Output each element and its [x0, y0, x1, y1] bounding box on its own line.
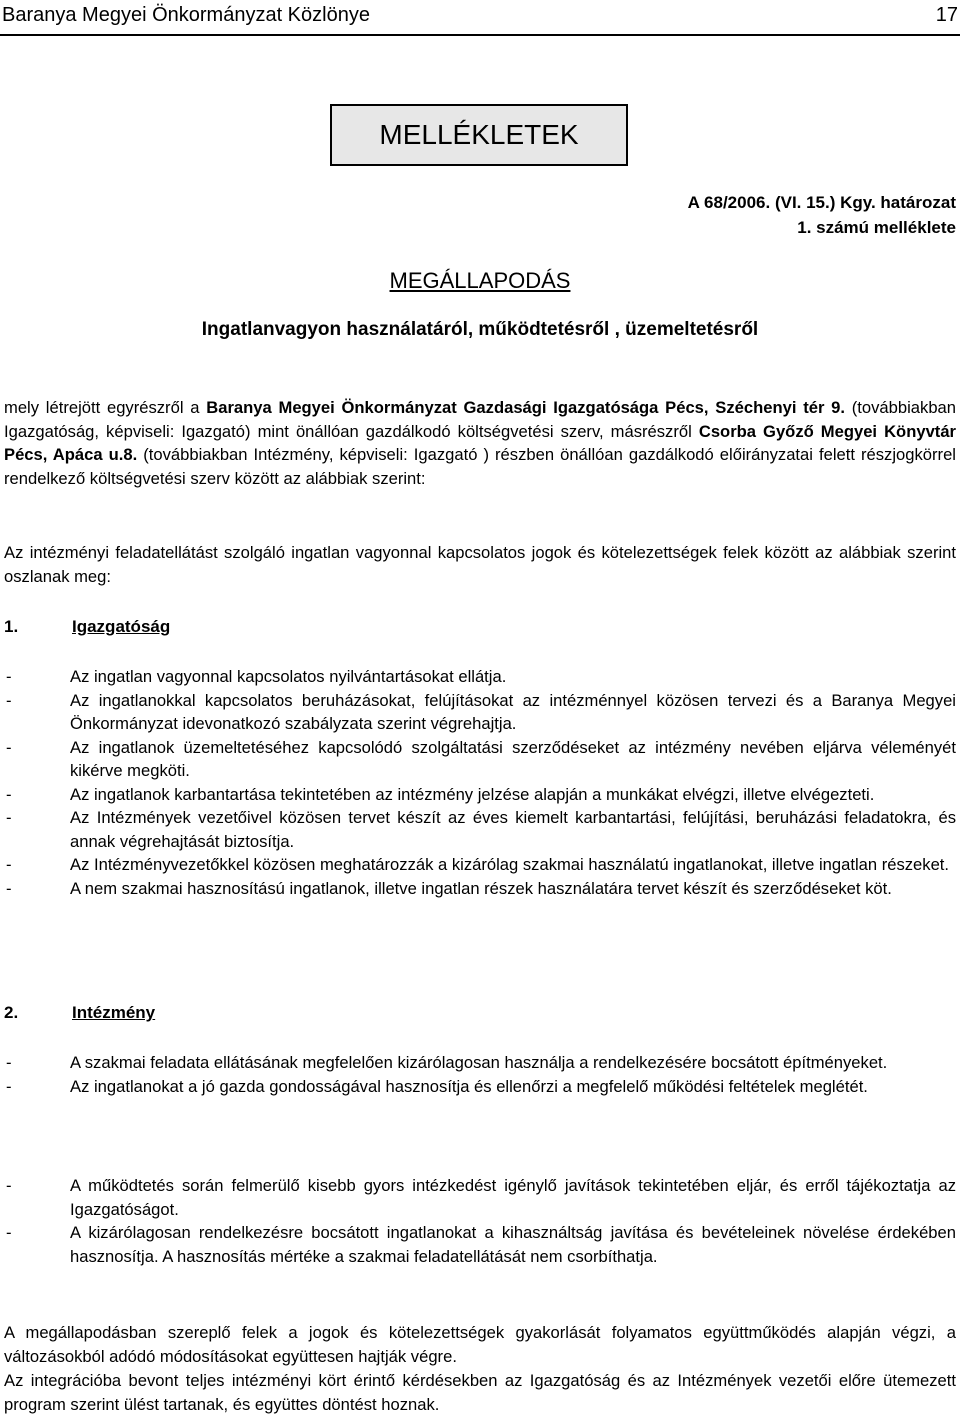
list-item: - Az Intézmények vezetőivel közösen tervet készít az éves kiemelt karbantartási, felújítási, beruházási feladatokra, és annak végrehajtását biztosítja. — [4, 806, 956, 853]
closing-paragraph-1: A megállapodásban szereplő felek a jogok és kötelezettségek gyakorlását folyamatos együttműködés alapján végzi, a változásokból adódó módosításokat együttesen hajtják végre. — [4, 1323, 956, 1366]
section-2-label: Intézmény — [72, 1003, 156, 1022]
list-item: - Az ingatlanokat a jó gazda gondosságával hasznosítja és ellenőrzi a megfelelő működési feltételek meglétét. — [4, 1075, 956, 1099]
list-item: - Az ingatlanokkal kapcsolatos beruházásokat, felújításokat az intézménnyel közösen tervezi és a Baranya Megyei Önkormányzat idevonatkozó szabályzata szerint végrehajtja. — [4, 689, 956, 736]
agreement-subtitle: Ingatlanvagyon használatáról, működtetésről , üzemeltetésről — [201, 319, 759, 340]
scope-paragraph: Az intézményi feladatellátást szolgáló ingatlan vagyonnal kapcsolatos jogok és kötelezettségek felek között az alábbiak szerint oszlanak meg: — [4, 543, 956, 586]
list-item: - A működtetés során felmerülő kisebb gyors intézkedést igénylő javítások tekintetében eljár, és erről tájékoztatja az Igazgatóságot. — [4, 1174, 956, 1221]
intro-paragraph — [4, 396, 956, 490]
publication-title: Baranya Megyei Önkormányzat Közlönye — [2, 4, 370, 26]
list-item: - A szakmai feladata ellátásának megfelelően kizárólagosan használja a rendelkezésére bocsátott építményeket. — [4, 1051, 956, 1075]
annex-banner — [330, 104, 628, 166]
agreement-title: MEGÁLLAPODÁS — [389, 268, 571, 293]
resolution-reference: A 68/2006. (VI. 15.) Kgy. határozat — [687, 193, 956, 212]
section-2-list-a — [4, 1051, 956, 1098]
page-number: 17 — [935, 4, 958, 26]
section-1-number: 1. — [4, 617, 19, 636]
section-1-heading — [4, 617, 170, 637]
annex-number: 1. számú melléklete — [797, 218, 956, 237]
list-item: - Az ingatlanok karbantartása tekintetében az intézmény jelzése alapján a munkákat elvégzi, illetve elvégezteti. — [4, 783, 956, 807]
list-item: - Az ingatlanok üzemeltetéséhez kapcsolódó szolgáltatási szerződéseket az intézmény nevében eljárva véleményét kikérve megköti. — [4, 736, 956, 783]
section-1-list — [4, 665, 956, 900]
list-item: - A kizárólagosan rendelkezésre bocsátott ingatlanokat a kihasználtság javítása és bevételeinek növelése érdekében hasznosítja. A hasznosítás mértéke a szakmai feladatellátását nem csorbíthatja. — [4, 1221, 956, 1268]
section-2-number: 2. — [4, 1003, 19, 1022]
party-intezmeny: Csorba Győző Megyei Könyvtár Pécs, Apáca u.8. — [4, 421, 957, 464]
page-header — [0, 0, 960, 36]
section-2-heading — [4, 1003, 155, 1023]
party-igazgatosag: Baranya Megyei Önkormányzat Gazdasági Igazgatósága Pécs, Széchenyi tér 9. — [206, 398, 845, 417]
section-2-list-b — [4, 1174, 956, 1268]
annex-banner-title: MELLÉKLETEK — [379, 119, 579, 150]
intro-part-c: (továbbiakban Igazgatóság, képviseli: Igazgató) mint önállóan gazdálkodó költségvetési szerv, másrészről — [4, 398, 957, 441]
list-item: - Az Intézményvezetőkkel közösen meghatározzák a kizárólag szakmai használatú ingatlanokat, illetve ingatlan részeket. — [4, 853, 956, 877]
section-1-label: Igazgatóság — [72, 617, 171, 636]
list-item: - A nem szakmai hasznosítású ingatlanok, illetve ingatlan részek használatára tervet készít és szerződéseket köt. — [4, 877, 956, 901]
closing-paragraph-2: Az integrációba bevont teljes intézményi kört érintő kérdésekben az Igazgatóság és az Intézmények vezetői előre ütemezett program szerint ülést tartanak, és együttes döntést hoznak. — [4, 1371, 956, 1414]
list-item: - Az ingatlan vagyonnal kapcsolatos nyilvántartásokat ellátja. — [4, 665, 956, 689]
intro-part-e: (továbbiakban Intézmény, képviseli: Igazgató ) részben önállóan gazdálkodó előirányzatai felett részjogkörrel rendelkező költségvetési szerv között az alábbiak szerint: — [4, 445, 956, 488]
intro-part-a: mely létrejött egyrészről a — [4, 398, 207, 417]
